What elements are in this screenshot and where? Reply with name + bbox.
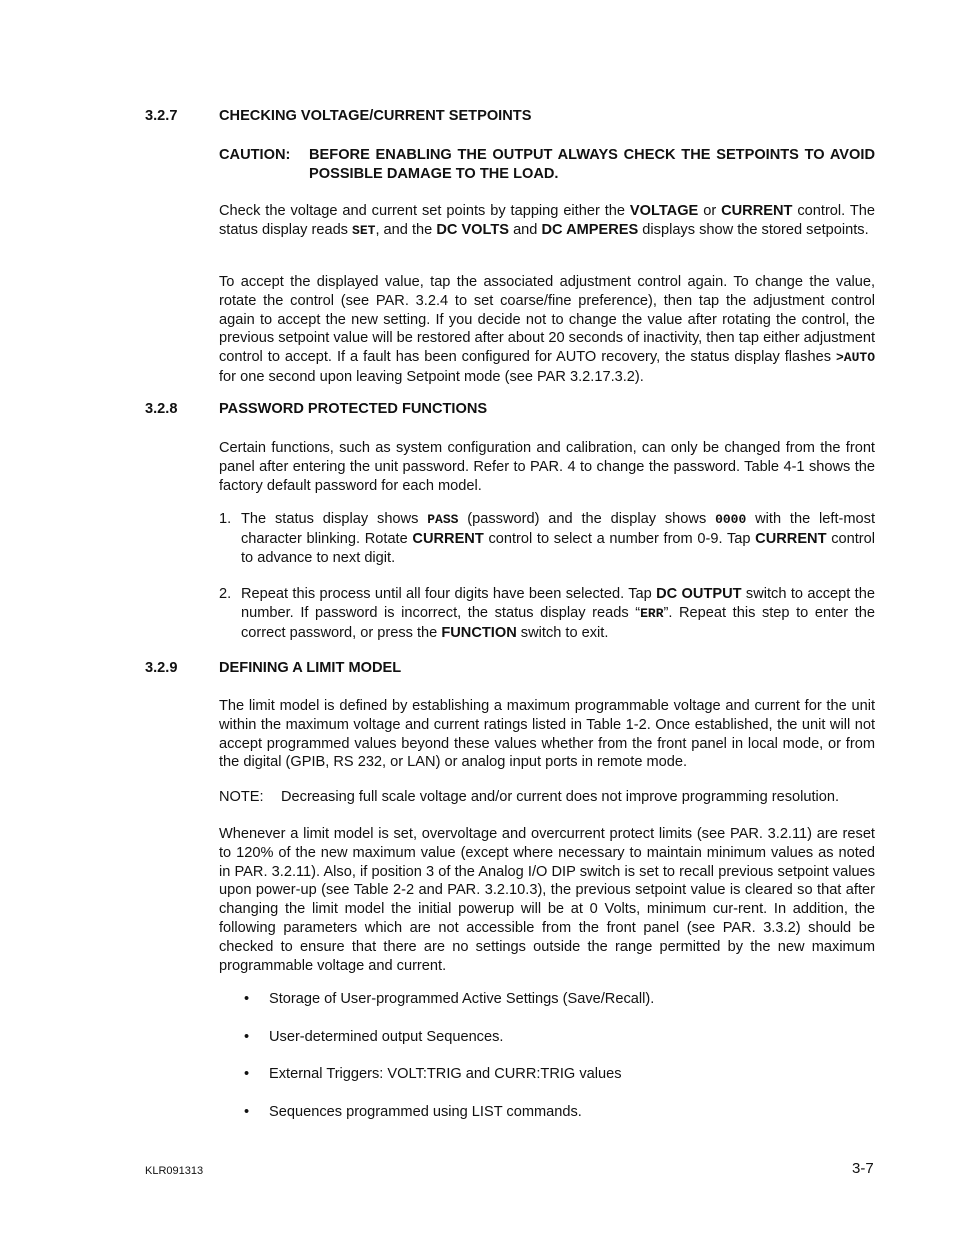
note-block bbox=[219, 788, 875, 807]
list-number: 2. bbox=[219, 586, 232, 602]
list-item-2 bbox=[219, 585, 875, 642]
text-run: and bbox=[509, 221, 542, 238]
dc-output-term: DC OUTPUT bbox=[656, 586, 742, 602]
bullet-icon: • bbox=[244, 1104, 250, 1120]
caution-label: CAUTION: bbox=[219, 147, 291, 163]
bullet-item bbox=[244, 1028, 503, 1047]
caution-block bbox=[219, 146, 875, 184]
text-run: (password) and the display shows bbox=[458, 511, 716, 527]
display-code-set: SET bbox=[352, 222, 376, 238]
bullet-item bbox=[244, 1065, 622, 1084]
text-run: displays show the stored setpoints. bbox=[638, 221, 869, 238]
function-term: FUNCTION bbox=[441, 624, 517, 641]
display-code-err: ERR bbox=[640, 605, 664, 621]
section-heading-3-2-7 bbox=[145, 108, 531, 124]
list-item-body bbox=[241, 585, 875, 642]
bullet-text: User-determined output Sequences. bbox=[269, 1029, 504, 1045]
section-number: 3.2.8 bbox=[145, 401, 178, 417]
dc-amperes-term: DC AMPERES bbox=[541, 221, 639, 238]
list-item-1 bbox=[219, 510, 875, 567]
current-term: CURRENT bbox=[755, 530, 827, 547]
text-run: with the left-most character blinking. Rotate bbox=[241, 511, 875, 547]
text-run: To accept the displayed value, tap the associated adjustment control again. To change the value, rotate the control (see PAR. 3.2.4 to set coarse/fine preference), then tap the adjustment control again to accept the new setting. If you decide not to change the value after rotating the control, the previous setpoint value will be restored after about 20 seconds of inactivity, then tap either adjustment control to accept. If a fault has been configured for AUTO recovery, the status display flashes bbox=[219, 274, 876, 366]
bullet-item bbox=[244, 1103, 582, 1122]
footer-doc-id: KLR091313 bbox=[145, 1165, 204, 1177]
section-title: CHECKING VOLTAGE/CURRENT SETPOINTS bbox=[219, 108, 532, 124]
text-run: or bbox=[698, 203, 722, 219]
text-run: control. The status display reads bbox=[219, 203, 876, 238]
text-run: Repeat this process until all four digits have been selected. Tap bbox=[241, 586, 657, 602]
bullet-text: Sequences programmed using LIST commands. bbox=[269, 1104, 582, 1120]
text-run: ”. Repeat this step to enter the correct password, or press the bbox=[241, 604, 875, 641]
text-run: switch to exit. bbox=[516, 624, 609, 641]
text-run: The status display shows bbox=[241, 511, 428, 527]
bullet-icon: • bbox=[244, 1029, 250, 1045]
text-run: switch to accept the number. If password is incorrect, the status display reads “ bbox=[241, 586, 875, 621]
paragraph-limit-model-effects: Whenever a limit model is set, overvoltage and overcurrent protect limits (see PAR. 3.2.11) are reset to 120% of the new maximum value (except where necessary to maintain minimum values as noted in PAR. 3.2.11). Also, if position 3 of the Analog I/O DIP switch is set to recall previous setpoint values upon power-up (see Table 2-2 and PAR. 3.2.10.3), the previous setpoint value is cleared so that after changing the limit model the initial powerup will be at 0 Volts, minimum cur-rent. In addition, the following parameters which are not accessible from the front panel (see PAR. 3.3.2) should be checked to ensure that there are no settings outside the range permitted by the new maximum programmable voltage and current. bbox=[219, 826, 875, 974]
bullet-icon: • bbox=[244, 1066, 250, 1082]
section-number: 3.2.9 bbox=[145, 660, 178, 676]
paragraph-accept-value bbox=[219, 273, 875, 387]
caution-text: BEFORE ENABLING THE OUTPUT ALWAYS CHECK THE SETPOINTS TO AVOID POSSIBLE DAMAGE TO THE LOAD. bbox=[309, 147, 875, 182]
bullet-text: Storage of User-programmed Active Settings (Save/Recall). bbox=[269, 991, 655, 1007]
paragraph-check-setpoints bbox=[219, 202, 875, 241]
section-number: 3.2.7 bbox=[145, 108, 178, 124]
display-code-0000: 0000 bbox=[715, 512, 747, 527]
bullet-text: External Triggers: VOLT:TRIG and CURR:TRIG values bbox=[269, 1066, 622, 1082]
text-run: control to advance to next digit. bbox=[241, 530, 875, 566]
text-run: , and the bbox=[375, 221, 437, 238]
voltage-term: VOLTAGE bbox=[629, 203, 699, 219]
paragraph-limit-model: The limit model is defined by establishing a maximum programmable voltage and current for the unit within the maximum voltage and current ratings listed in Table 1-2. Once established, the unit will not accept programmed values beyond these values whether from the front panel in local mode, or from the digital (GPIB, RS 232, or LAN) or analog input ports in remote mode. bbox=[219, 698, 875, 771]
current-term: CURRENT bbox=[412, 530, 484, 547]
note-label: NOTE: bbox=[219, 789, 264, 805]
text-run: for one second upon leaving Setpoint mode (see PAR 3.2.17.3.2). bbox=[219, 368, 644, 385]
note-text: Decreasing full scale voltage and/or current does not improve programming resolution. bbox=[281, 789, 840, 805]
list-number: 1. bbox=[219, 511, 232, 527]
bullet-icon: • bbox=[244, 991, 250, 1007]
text-run: control to select a number from 0-9. Tap bbox=[483, 530, 756, 547]
paragraph-password-intro: Certain functions, such as system configuration and calibration, can only be changed from the front panel after entering the unit password. Refer to PAR. 4 to change the password. Table 4-1 shows the factory default password for each model. bbox=[219, 440, 875, 494]
footer-page-number: 3-7 bbox=[852, 1160, 874, 1177]
list-item-body bbox=[241, 510, 875, 567]
bullet-item bbox=[244, 990, 654, 1009]
section-heading-3-2-9 bbox=[145, 660, 401, 676]
current-term: CURRENT bbox=[721, 203, 793, 219]
section-heading-3-2-8 bbox=[145, 401, 487, 417]
section-title: DEFINING A LIMIT MODEL bbox=[219, 660, 402, 676]
display-code-pass: PASS bbox=[427, 512, 459, 527]
text-run: Check the voltage and current set points by tapping either the bbox=[219, 203, 630, 219]
display-code-auto: >AUTO bbox=[835, 350, 875, 366]
section-title: PASSWORD PROTECTED FUNCTIONS bbox=[219, 401, 488, 417]
dc-volts-term: DC VOLTS bbox=[436, 221, 510, 238]
